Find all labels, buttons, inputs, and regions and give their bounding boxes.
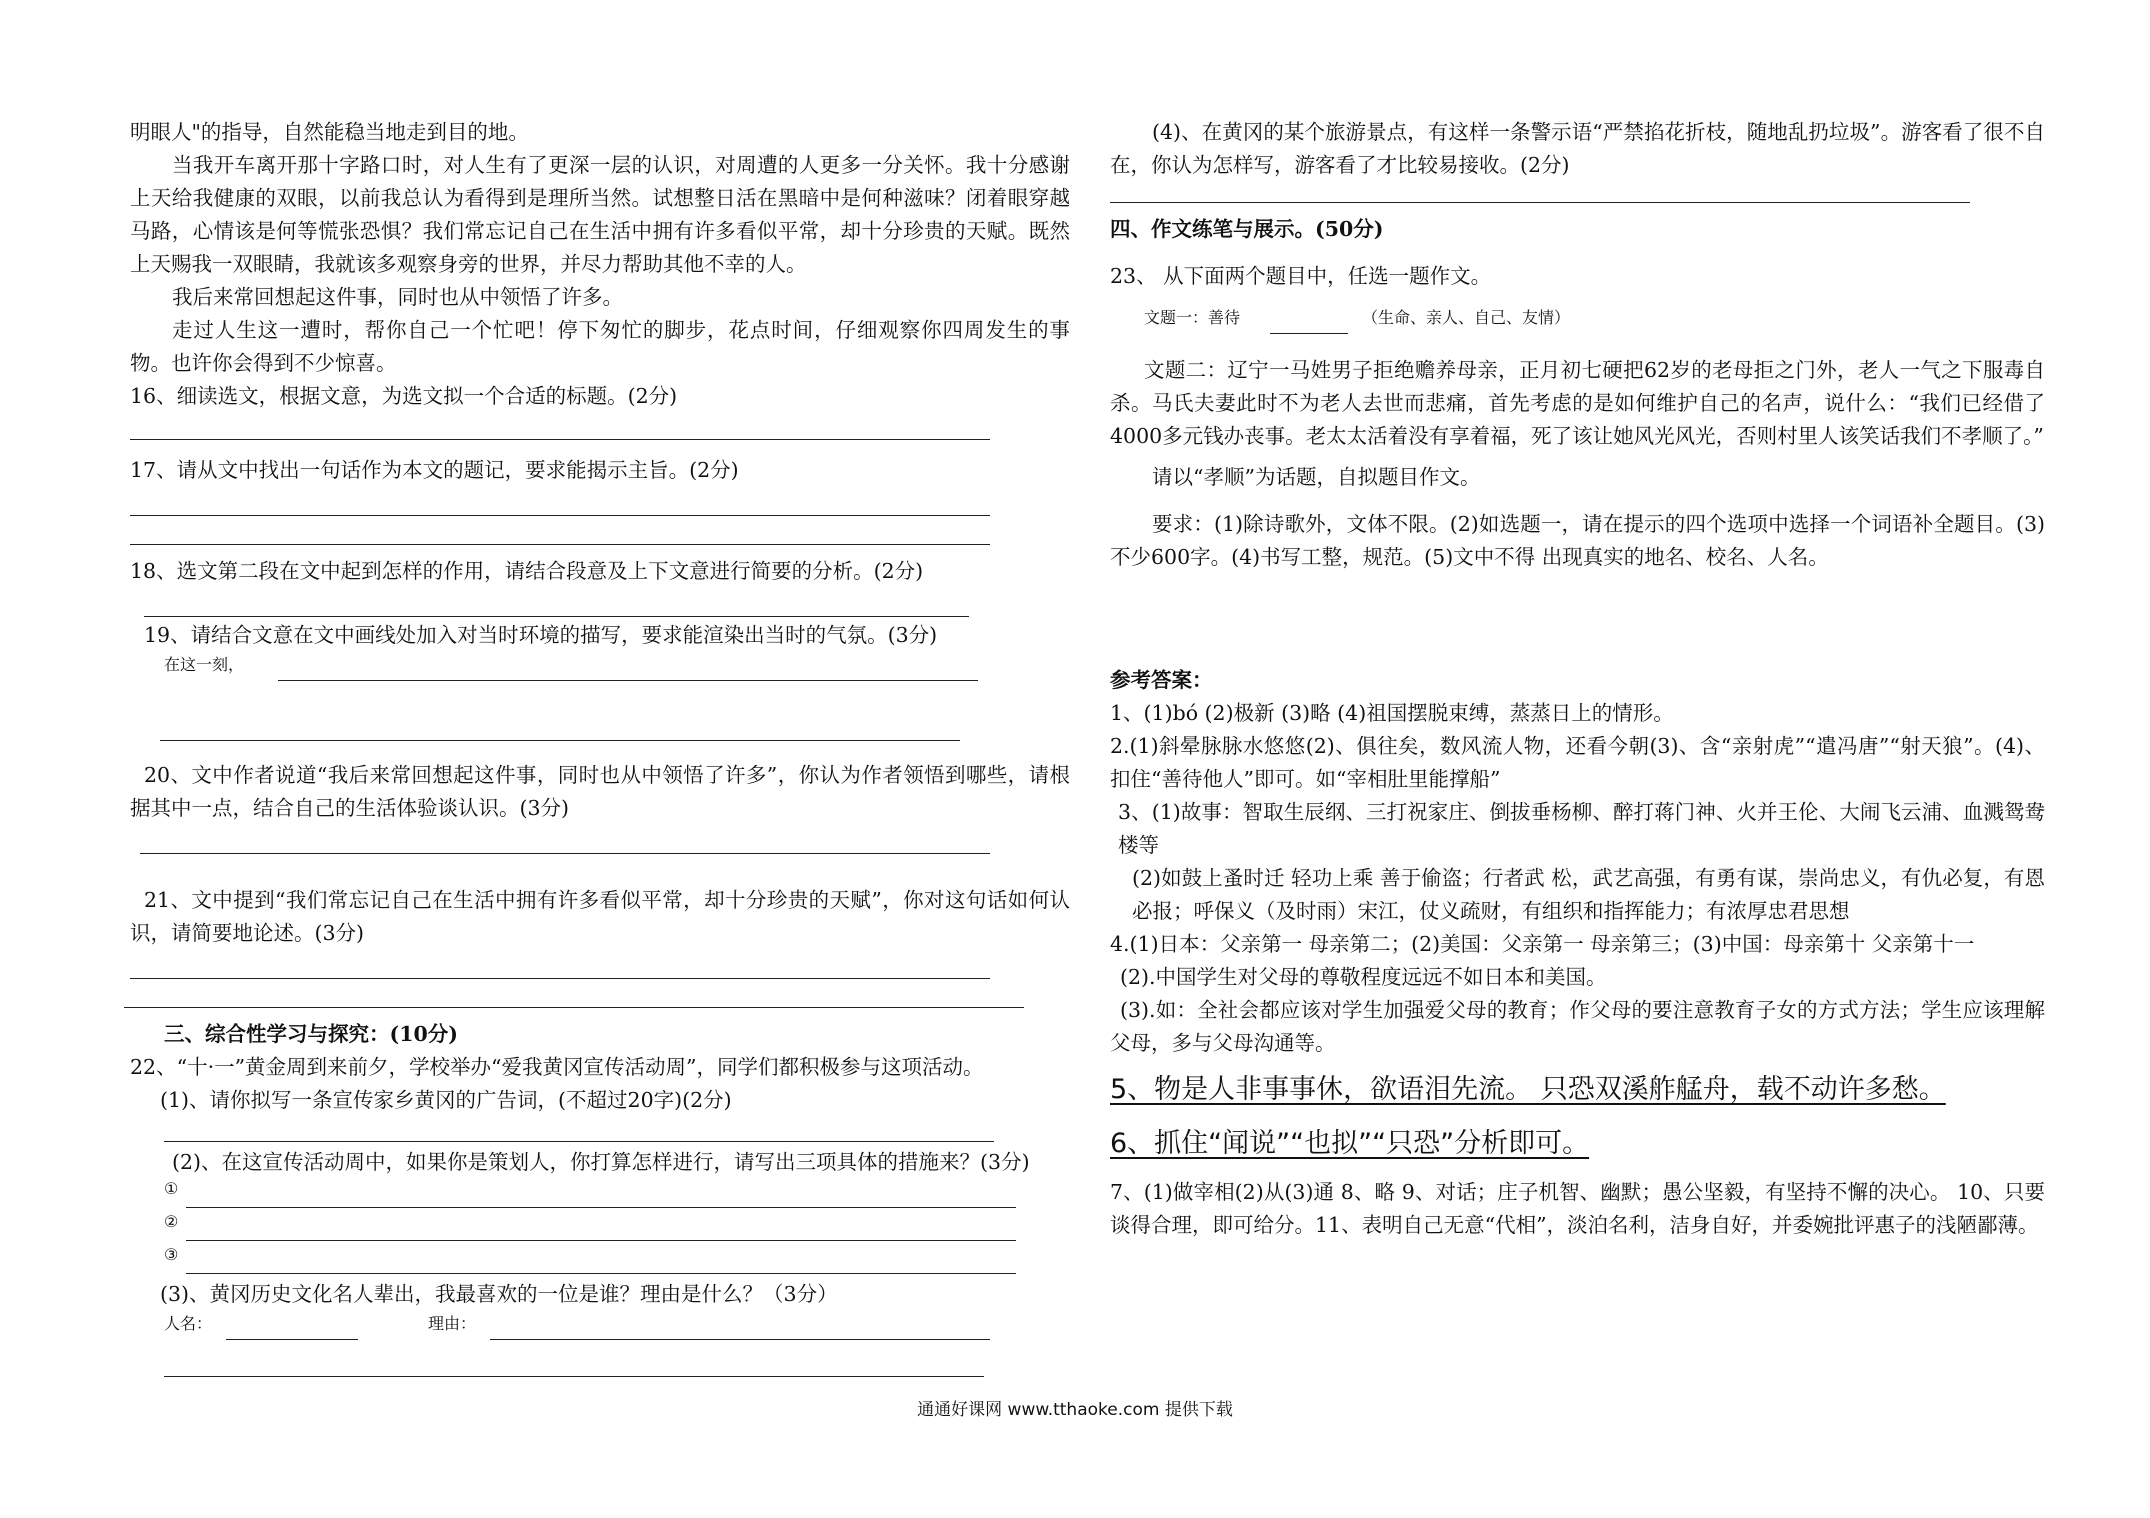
answer-line[interactable]	[144, 616, 969, 617]
answer-line[interactable]	[160, 740, 960, 741]
answer-1: 1、(1)bó (2)极新 (3)略 (4)祖国摆脱束缚，蒸蒸日上的情形。	[1110, 701, 1674, 725]
answer-line[interactable]	[130, 515, 990, 516]
measure-line-1[interactable]	[164, 1179, 1070, 1212]
name-answer-line[interactable]	[226, 1339, 358, 1340]
circle-number-2: ②	[164, 1212, 179, 1231]
answer-prompt: 在这一刻，	[164, 655, 245, 674]
answer-line[interactable]	[164, 1141, 994, 1142]
topic-two: 文题二：辽宁一马姓男子拒绝赡养母亲，正月初七硬把62岁的老母拒之门外，老人一气之下服毒自杀。马氏夫妻此时不为老人去世而悲痛，首先考虑的是如何维护自己的名声，说什么：“我们已经借了4000多元钱办丧事。老太太活着没有享着福，死了该让她风光风光，否则村里人该笑话我们不孝顺了。”	[1110, 358, 2045, 448]
answer-line-19[interactable]	[164, 652, 1070, 685]
measure-line-3[interactable]	[164, 1245, 1070, 1278]
question-21: 21、文中提到“我们常忘记自己在生活中拥有许多看似平常，却十分珍贵的天赋”，你对这句话如何认识，请简要地论述。(3分)	[130, 888, 1070, 945]
measure-line-2[interactable]	[164, 1212, 1070, 1245]
question-22: 22、“十·一”黄金周到来前夕，学校举办“爱我黄冈宣传活动周”，同学们都积极参与这项活动。	[130, 1055, 984, 1079]
topic-one-options: （生命、亲人、自己、友情）	[1362, 308, 1571, 327]
name-reason-row	[164, 1311, 1070, 1344]
reason-answer-line[interactable]	[490, 1339, 990, 1340]
answer-line[interactable]	[164, 1376, 984, 1377]
question-22-2: (2)、在这宣传活动周中，如果你是策划人，你打算怎样进行，请写出三项具体的措施来？(3分)	[172, 1150, 1030, 1174]
answer-3: 3、(1)故事：智取生辰纲、三打祝家庄、倒拔垂杨柳、醉打蒋门神、火并王伦、大闹飞云浦、血溅鸳鸯楼等	[1118, 800, 2045, 857]
topic-blank[interactable]	[1270, 333, 1348, 334]
right-column	[1110, 116, 2045, 1242]
section-3-heading: 三、综合性学习与探究：(10分)	[164, 1022, 458, 1046]
answer-4: 4.(1)日本：父亲第一 母亲第二；(2)美国：父亲第一 母亲第三；(3)中国：母亲第十 父亲第十一	[1110, 932, 1975, 956]
answer-line[interactable]	[186, 1273, 1016, 1274]
question-22-3: (3)、黄冈历史文化名人辈出，我最喜欢的一位是谁？理由是什么？（3分）	[160, 1282, 838, 1306]
answer-7: 7、(1)做宰相(2)从(3)通 8、略 9、对话；庄子机智、幽默；愚公坚毅，有坚持不懈的决心。 10、只要谈得合理，即可给分。11、表明自己无意“代相”，淡泊名利，洁身自好，并委婉批评惠子的浅陋鄙薄。	[1110, 1180, 2045, 1237]
passage-paragraph-1: 明眼人"的指导，自然能稳当地走到目的地。	[130, 120, 529, 144]
passage-paragraph-2: 当我开车离开那十字路口时，对人生有了更深一层的认识，对周遭的人更多一分关怀。我十分感谢上天给我健康的双眼，以前我总认为看得到是理所当然。试想整日活在黑暗中是何种滋味？闭着眼穿越马路，心情该是何等慌张恐惧？我们常忘记自己在生活中拥有许多看似平常，却十分珍贵的天赋。既然上天赐我一双眼睛，我就该多观察身旁的世界，并尽力帮助其他不幸的人。	[130, 153, 1070, 276]
section-4-heading: 四、作文练笔与展示。(50分)	[1110, 217, 1384, 241]
answer-line[interactable]	[130, 544, 990, 545]
answer-line[interactable]	[130, 978, 990, 979]
question-23: 23、 从下面两个题目中，任选一题作文。	[1110, 264, 1492, 288]
answer-2: 2.(1)斜晕脉脉水悠悠(2)、俱往矣，数风流人物，还看今朝(3)、含“亲射虎”“遣冯唐”“射天狼”。(4)、扣住“善待他人”即可。如“宰相肚里能撑船”	[1110, 734, 2045, 791]
answer-line[interactable]	[124, 1007, 1024, 1008]
essay-requirements: 要求：(1)除诗歌外，文体不限。(2)如选题一，请在提示的四个选项中选择一个词语补全题目。(3)不少600字。(4)书写工整，规范。(5)文中不得 出现真实的地名、校名、人名。	[1110, 512, 2045, 569]
name-label: 人名：	[164, 1314, 213, 1333]
answer-line[interactable]	[278, 680, 978, 681]
passage-paragraph-4: 走过人生这一遭时，帮你自己一个忙吧！停下匆忙的脚步，花点时间，仔细观察你四周发生的事物。也许你会得到不少惊喜。	[130, 318, 1070, 375]
passage-paragraph-3: 我后来常回想起这件事，同时也从中领悟了许多。	[172, 285, 623, 309]
topic-two-instruction: 请以“孝顺”为话题，自拟题目作文。	[1152, 465, 1481, 489]
question-16: 16、细读选文，根据文意，为选文拟一个合适的标题。(2分)	[130, 384, 678, 408]
left-column	[130, 116, 1070, 1377]
answer-line[interactable]	[186, 1207, 1016, 1208]
answer-5: 5、物是人非事事休，欲语泪先流。 只恐双溪舴艋舟，载不动许多愁。	[1110, 1074, 1946, 1105]
answer-line[interactable]	[130, 439, 990, 440]
circle-number-3: ③	[164, 1245, 179, 1264]
reference-answers-heading: 参考答案：	[1110, 668, 1213, 692]
topic-one-label: 文题一：善待	[1144, 308, 1241, 327]
question-17: 17、请从文中找出一句话作为本文的题记，要求能揭示主旨。(2分)	[130, 458, 739, 482]
question-18: 18、选文第二段在文中起到怎样的作用，请结合段意及上下文意进行简要的分析。(2分)	[130, 559, 924, 583]
answer-3-2: (2)如鼓上蚤时迁 轻功上乘 善于偷盗；行者武 松，武艺高强，有勇有谋，崇尚忠义，有仇必复，有恩必报；呼保义（及时雨）宋江，仗义疏财，有组织和指挥能力；有浓厚忠君思想	[1132, 866, 2045, 923]
circle-number-1: ①	[164, 1179, 179, 1198]
answer-line[interactable]	[186, 1240, 1016, 1241]
question-19: 19、请结合文意在文中画线处加入对当时环境的描写，要求能渲染出当时的气氛。(3分)	[144, 623, 938, 647]
answer-6: 6、抓住“闻说”“也拟”“只恐”分析即可。	[1110, 1128, 1590, 1159]
answer-4-2: (2).中国学生对父母的尊敬程度远远不如日本和美国。	[1120, 965, 1607, 989]
answer-4-3: (3).如：全社会都应该对学生加强爱父母的教育；作父母的要注意教育子女的方式方法；学生应该理解父母，多与父母沟通等。	[1110, 998, 2045, 1055]
reason-label: 理由：	[428, 1314, 477, 1333]
question-22-1: (1)、请你拟写一条宣传家乡黄冈的广告词，(不超过20字)(2分)	[160, 1088, 732, 1112]
footer-source: 通通好课网 www.tthaoke.com 提供下载	[917, 1400, 1233, 1420]
topic-one-row	[1144, 305, 2045, 338]
question-22-4: (4)、在黄冈的某个旅游景点，有这样一条警示语“严禁掐花折枝，随地乱扔垃圾”。游客看了很不自在，你认为怎样写，游客看了才比较易接收。(2分)	[1110, 120, 2045, 177]
answer-line[interactable]	[140, 853, 990, 854]
answer-line[interactable]	[1110, 202, 1970, 203]
question-20: 20、文中作者说道“我后来常回想起这件事，同时也从中领悟了许多”，你认为作者领悟到哪些，请根据其中一点，结合自己的生活体验谈认识。(3分)	[130, 763, 1070, 820]
